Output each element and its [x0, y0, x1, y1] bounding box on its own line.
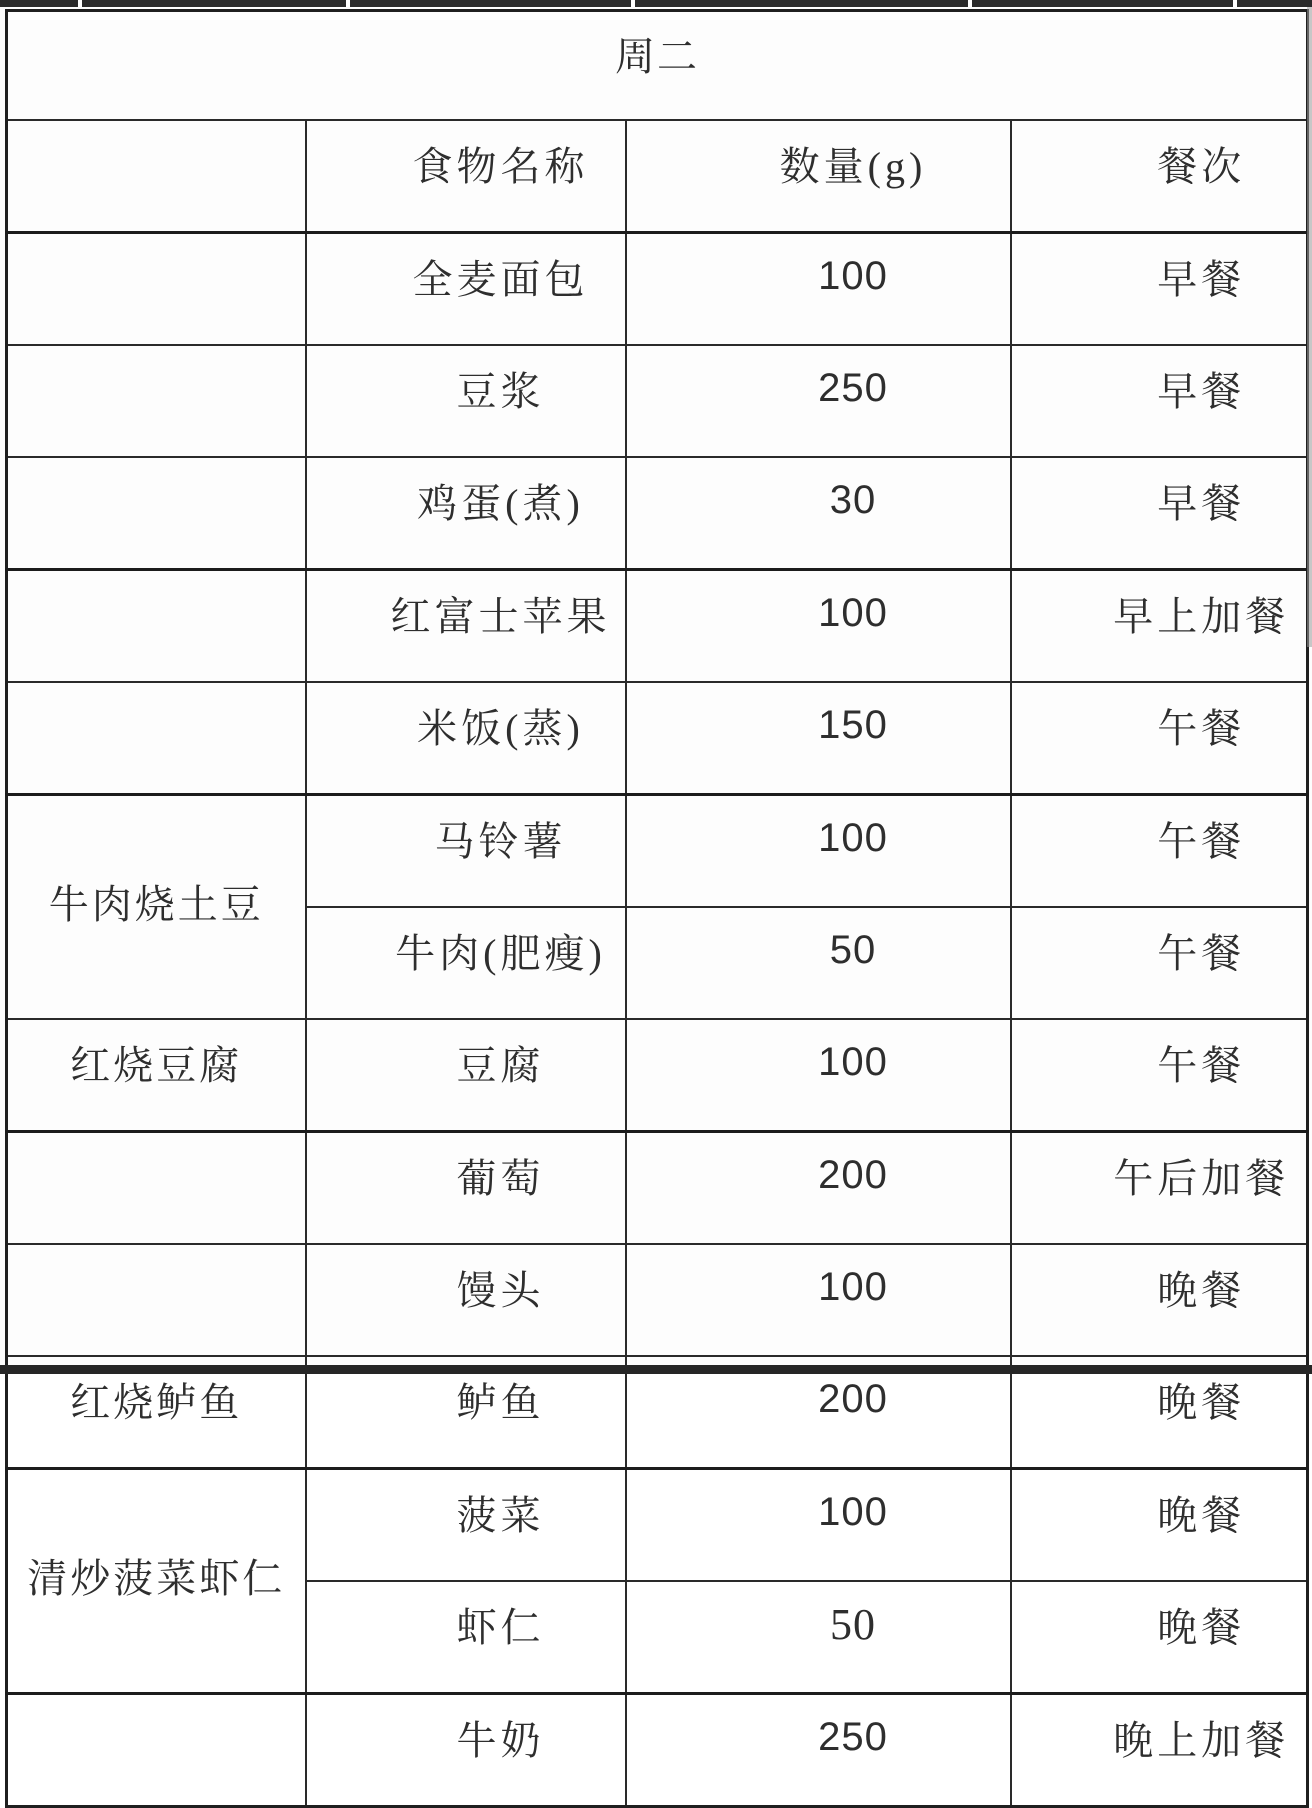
table-row — [7, 682, 1308, 795]
meal-cell: 早上加餐 — [1011, 570, 1308, 683]
qty-cell: 200 — [626, 1132, 1011, 1245]
header-dish-cell — [7, 120, 306, 233]
dish-cell-empty — [7, 1244, 306, 1356]
dish-cell-empty — [7, 233, 306, 346]
meal-cell: 午餐 — [1011, 907, 1308, 1019]
dish-cell-empty — [7, 1132, 306, 1245]
qty-cell: 250 — [626, 345, 1011, 457]
table-row — [7, 1694, 1308, 1807]
dish-cell-empty — [7, 570, 306, 683]
meal-cell: 午餐 — [1011, 682, 1308, 795]
top-bar-gap — [631, 0, 635, 7]
top-bar-gap — [78, 0, 82, 7]
qty-cell: 50 — [626, 1581, 1011, 1694]
table-row — [7, 233, 1308, 346]
header-meal: 餐次 — [1011, 120, 1308, 233]
qty-cell: 100 — [626, 233, 1011, 346]
meal-cell: 晚餐 — [1011, 1244, 1308, 1356]
food-cell: 豆浆 — [306, 345, 626, 457]
food-cell: 牛肉(肥瘦) — [306, 907, 626, 1019]
meal-cell: 晚餐 — [1011, 1581, 1308, 1694]
food-cell: 菠菜 — [306, 1469, 626, 1582]
meal-cell: 午后加餐 — [1011, 1132, 1308, 1245]
meal-cell: 晚餐 — [1011, 1356, 1308, 1469]
table-row — [7, 1132, 1308, 1245]
top-bar-gap — [1233, 0, 1237, 7]
food-cell: 鲈鱼 — [306, 1356, 626, 1469]
table-row — [7, 11, 1308, 121]
table-row — [7, 1469, 1308, 1582]
qty-cell: 100 — [626, 795, 1011, 908]
meal-cell: 早餐 — [1011, 457, 1308, 570]
qty-cell: 50 — [626, 907, 1011, 1019]
qty-cell: 100 — [626, 1019, 1011, 1132]
food-cell: 虾仁 — [306, 1581, 626, 1694]
table-title: 周二 — [7, 11, 1308, 121]
food-cell: 鸡蛋(煮) — [306, 457, 626, 570]
food-cell: 全麦面包 — [306, 233, 626, 346]
meal-cell: 午餐 — [1011, 795, 1308, 908]
food-cell: 豆腐 — [306, 1019, 626, 1132]
dish-cell: 红烧豆腐 — [7, 1019, 306, 1132]
header-food-name: 食物名称 — [306, 120, 626, 233]
meal-plan-table — [5, 9, 1309, 1808]
qty-cell: 150 — [626, 682, 1011, 795]
food-cell: 馒头 — [306, 1244, 626, 1356]
meal-cell: 晚餐 — [1011, 1469, 1308, 1582]
top-bar-gap — [346, 0, 350, 7]
table-row — [7, 1019, 1308, 1132]
dish-cell-empty — [7, 457, 306, 570]
qty-cell: 250 — [626, 1694, 1011, 1807]
table-row — [7, 570, 1308, 683]
table-row — [7, 345, 1308, 457]
table-row — [7, 1244, 1308, 1356]
dish-cell: 牛肉烧土豆 — [7, 795, 306, 1020]
top-crop-bar — [0, 0, 1312, 7]
dish-cell-empty — [7, 682, 306, 795]
food-cell: 马铃薯 — [306, 795, 626, 908]
qty-cell: 30 — [626, 457, 1011, 570]
table-header-row — [7, 120, 1308, 233]
food-cell: 米饭(蒸) — [306, 682, 626, 795]
dish-cell: 红烧鲈鱼 — [7, 1356, 306, 1469]
qty-cell: 100 — [626, 570, 1011, 683]
meal-cell: 午餐 — [1011, 1019, 1308, 1132]
food-cell: 牛奶 — [306, 1694, 626, 1807]
qty-cell: 100 — [626, 1244, 1011, 1356]
food-cell: 葡萄 — [306, 1132, 626, 1245]
table-row — [7, 795, 1308, 908]
page-edge-shadow — [1307, 7, 1312, 647]
meal-cell: 晚上加餐 — [1011, 1694, 1308, 1807]
dish-cell: 清炒菠菜虾仁 — [7, 1469, 306, 1694]
top-bar-gap — [968, 0, 972, 7]
dish-cell-empty — [7, 1694, 306, 1807]
header-quantity: 数量(g) — [626, 120, 1011, 233]
dish-cell-empty — [7, 345, 306, 457]
qty-cell: 200 — [626, 1356, 1011, 1469]
qty-cell: 100 — [626, 1469, 1011, 1582]
meal-cell: 早餐 — [1011, 233, 1308, 346]
food-cell: 红富士苹果 — [306, 570, 626, 683]
meal-cell: 早餐 — [1011, 345, 1308, 457]
bottom-crop-bar — [0, 1365, 1312, 1374]
table-row — [7, 457, 1308, 570]
